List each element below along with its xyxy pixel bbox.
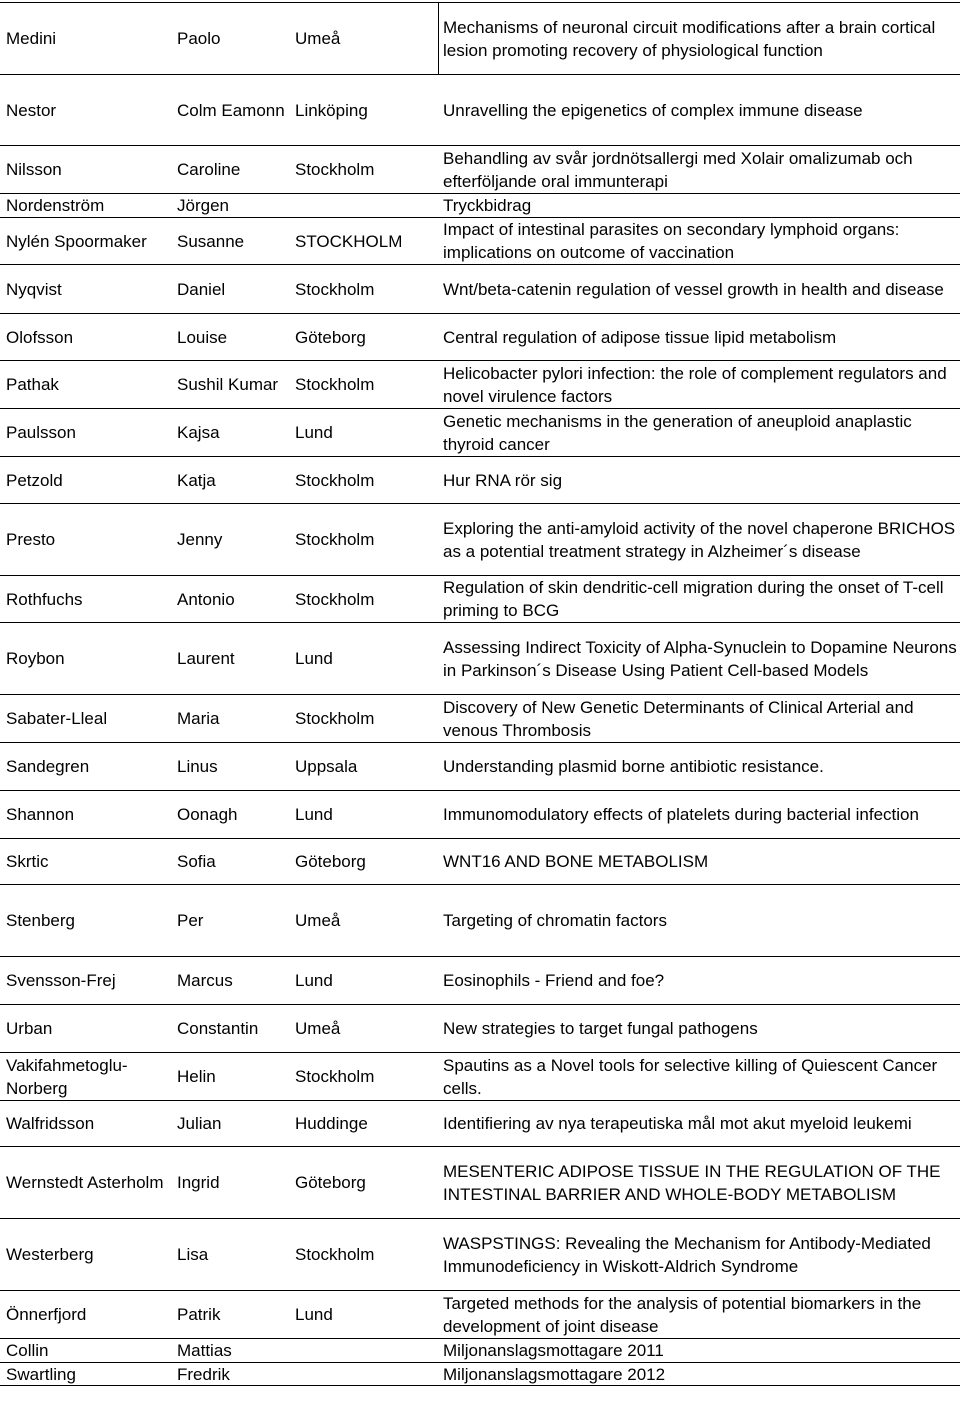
title-cell: Targeting of chromatin factors [443,911,667,930]
title-cell: Discovery of New Genetic Determinants of Clinical Arterial and venous Thrombosis [443,697,914,740]
first-name-cell: Marcus [177,971,233,990]
table-row [0,622,960,694]
first-name-cell: Linus [177,757,218,776]
first-name-cell: Maria [177,709,220,728]
title-cell: Central regulation of adipose tissue lipid metabolism [443,327,837,347]
title-cell: Wnt/beta-catenin regulation of vessel growth in health and disease [443,279,944,299]
title-cell: Immunomodulatory effects of platelets during bacterial infection [443,805,919,824]
surname-cell: Roybon [6,649,65,668]
surname-cell: Nestor [6,100,57,120]
surname-cell: Nilsson [6,160,62,179]
table-row [0,694,960,742]
first-name-cell: Per [177,911,204,930]
table-row [0,456,960,503]
table-row [0,264,960,313]
surname-cell: Walfridsson [6,1114,95,1133]
title-cell: Mechanisms of neuronal circuit modifications after a brain cortical lesion promoting recovery of physiological function [443,17,936,60]
first-name-cell: Patrik [177,1305,221,1324]
title-cell: Genetic mechanisms in the generation of aneuploid anaplastic thyroid cancer [443,411,912,454]
surname-cell: Nyqvist [6,279,62,299]
city-cell: Stockholm [295,1067,375,1086]
table-row [0,503,960,575]
surname-cell: Urban [6,1019,53,1038]
first-name-cell: Lisa [177,1245,209,1264]
surname-cell: Vakifahmetoglu-Norberg [6,1055,128,1098]
title-cell: Hur RNA rör sig [443,470,563,490]
title-cell: Behandling av svår jordnötsallergi med Xolair omalizumab och efterföljande oral immunterapi [443,148,913,191]
title-cell: Miljonanslagsmottagare 2011 [443,1341,664,1360]
first-name-cell: Helin [177,1067,216,1086]
first-name-cell: Louise [177,327,228,347]
surname-cell: Rothfuchs [6,589,83,609]
first-name-cell: Constantin [177,1019,259,1038]
city-cell: Lund [295,971,333,990]
table-row [0,1338,960,1362]
city-cell: Linköping [295,100,368,120]
surname-cell: Sabater-Lleal [6,709,108,728]
surname-cell: Stenberg [6,911,75,930]
first-name-cell: Jörgen [177,196,229,215]
first-name-cell: Susanne [177,231,245,251]
title-cell: Tryckbidrag [443,196,532,215]
table-row [0,217,960,264]
city-cell [295,1363,439,1385]
surname-cell: Wernstedt Asterholm [6,1173,164,1192]
surname-cell: Swartling [6,1364,76,1384]
table-row [0,193,960,217]
first-name-cell: Colm Eamonn [177,100,285,120]
table-row [0,1004,960,1052]
city-cell: Umeå [295,1019,341,1038]
surname-cell: Pathak [6,375,59,394]
first-name-cell: Fredrik [177,1364,230,1384]
city-cell: Stockholm [295,530,375,549]
surname-cell: Paulsson [6,423,76,442]
city-cell [295,1339,439,1362]
title-cell: Helicobacter pylori infection: the role of complement regulators and novel virulence factors [443,363,947,406]
surname-cell: Olofsson [6,327,74,347]
table-row [0,145,960,193]
city-cell: Stockholm [295,375,375,394]
surname-cell: Presto [6,530,56,549]
table-row [0,313,960,360]
surname-cell: Medini [6,29,57,48]
title-cell: Regulation of skin dendritic-cell migration during the onset of T-cell priming to BCG [443,578,944,620]
table-row [0,1052,960,1100]
first-name-cell: Jenny [177,530,223,549]
table-row [0,838,960,884]
table-row [0,956,960,1004]
city-cell [295,194,439,217]
first-name-cell: Sushil Kumar [177,375,279,394]
table-row [0,2,960,74]
surname-cell: Sandegren [6,757,90,776]
title-cell: Eosinophils - Friend and foe? [443,971,665,990]
table-row [0,790,960,838]
city-cell: Lund [295,1305,333,1324]
first-name-cell: Caroline [177,160,241,179]
first-name-cell: Laurent [177,649,235,668]
column-divider [438,2,439,74]
surname-cell: Collin [6,1341,49,1360]
title-cell: Understanding plasmid borne antibiotic resistance. [443,757,824,776]
first-name-cell: Kajsa [177,423,220,442]
first-name-cell: Ingrid [177,1173,220,1192]
title-cell: Assessing Indirect Toxicity of Alpha-Synuclein to Dopamine Neurons in Parkinson´s Disease Using Patient Cell-based Models [443,637,957,680]
surname-cell: Svensson-Frej [6,971,116,990]
city-cell: Göteborg [295,327,366,347]
title-cell: Impact of intestinal parasites on secondary lymphoid organs: implications on outcome of vaccination [443,220,900,262]
surname-cell: Önnerfjord [6,1305,87,1324]
table-row [0,408,960,456]
surname-cell: Westerberg [6,1245,94,1264]
title-cell: Exploring the anti-amyloid activity of the novel chaperone BRICHOS as a potential treatment strategy in Alzheimer´s disease [443,518,956,561]
table-row [0,1100,960,1146]
city-cell: Stockholm [295,160,375,179]
table-row [0,74,960,145]
table-row [0,1218,960,1290]
first-name-cell: Oonagh [177,805,238,824]
first-name-cell: Julian [177,1114,222,1133]
city-cell: Göteborg [295,1173,366,1192]
city-cell: Lund [295,649,333,668]
city-cell: Göteborg [295,852,366,871]
city-cell: Stockholm [295,470,375,490]
city-cell: Stockholm [295,1245,375,1264]
table-row [0,1146,960,1218]
title-cell: Identifiering av nya terapeutiska mål mot akut myeloid leukemi [443,1114,912,1133]
title-cell: New strategies to target fungal pathogens [443,1019,758,1038]
city-cell: Uppsala [295,757,358,776]
first-name-cell: Sofia [177,852,216,871]
surname-cell: Shannon [6,805,75,824]
table-row [0,884,960,956]
table-row [0,1290,960,1338]
first-name-cell: Katja [177,470,216,490]
title-cell: WNT16 AND BONE METABOLISM [443,852,709,871]
title-cell: Spautins as a Novel tools for selective killing of Quiescent Cancer cells. [443,1055,938,1098]
surname-cell: Nylén Spoormaker [6,231,147,251]
surname-cell: Skrtic [6,852,49,871]
surname-cell: Nordenström [6,196,105,215]
surname-cell: Petzold [6,470,63,490]
city-cell: Stockholm [295,709,375,728]
first-name-cell: Paolo [177,29,221,48]
first-name-cell: Antonio [177,589,235,609]
city-cell: Stockholm [295,589,375,609]
city-cell: Lund [295,805,333,824]
table-row [0,575,960,622]
city-cell: Stockholm [295,279,375,299]
table-row [0,1362,960,1386]
title-cell: WASPSTINGS: Revealing the Mechanism for Antibody-Mediated Immunodeficiency in Wiskott-Aldrich Syndrome [443,1233,931,1276]
first-name-cell: Daniel [177,279,226,299]
table-row [0,742,960,790]
table-row [0,360,960,408]
title-cell: Miljonanslagsmottagare 2012 [443,1364,666,1384]
title-cell: Targeted methods for the analysis of potential biomarkers in the development of joint disease [443,1293,922,1336]
first-name-cell: Mattias [177,1341,232,1360]
city-cell: Huddinge [295,1114,368,1133]
title-cell: MESENTERIC ADIPOSE TISSUE IN THE REGULATION OF THE INTESTINAL BARRIER AND WHOLE-BODY METABOLISM [443,1161,941,1204]
city-cell: STOCKHOLM [295,231,403,251]
city-cell: Umeå [295,911,341,930]
city-cell: Umeå [295,29,341,48]
city-cell: Lund [295,423,333,442]
title-cell: Unravelling the epigenetics of complex immune disease [443,100,863,120]
